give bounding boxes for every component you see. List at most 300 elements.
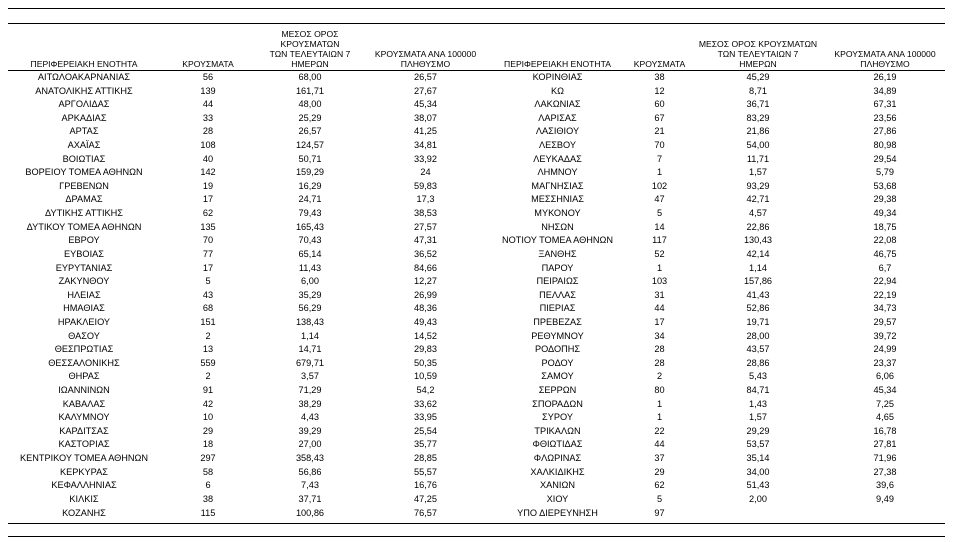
table-row	[487, 411, 945, 425]
header-avg-line1: ΜΕΣΟΣ ΟΡΟΣ ΚΡΟΥΣΜΑΤΩΝ	[280, 29, 340, 49]
cell-per-100000: 45,34	[414, 99, 437, 110]
cell-avg-7-days: 679,71	[295, 357, 325, 368]
cell-per-100000: 34,81	[414, 140, 437, 151]
table-row	[8, 112, 487, 126]
cell-region: ΕΥΡΥΤΑΝΙΑΣ	[55, 262, 113, 273]
cell-cases: 102	[651, 180, 668, 191]
cell-cases: 44	[202, 99, 214, 110]
cell-per-100000: 23,56	[873, 112, 897, 123]
table-row	[8, 357, 487, 371]
cell-region: ΔΥΤΙΚΟΥ ΤΟΜΕΑ ΑΘΗΝΩΝ	[26, 221, 142, 232]
cell-avg-7-days: 157,86	[743, 276, 773, 287]
cell-region: ΑΝΑΤΟΛΙΚΗΣ ΑΤΤΙΚΗΣ	[35, 85, 133, 96]
cell-avg-7-days: 26,57	[298, 126, 322, 137]
cell-per-100000: 39,72	[873, 330, 897, 341]
table-row	[487, 85, 945, 99]
table-row	[487, 479, 945, 493]
cell-avg-7-days: 1,14	[301, 330, 319, 341]
table-row	[487, 370, 945, 384]
table-row	[487, 262, 945, 276]
cell-avg-7-days: 25,29	[298, 112, 322, 123]
cell-avg-7-days: 1,43	[749, 398, 767, 409]
cell-region: ΕΒΡΟΥ	[68, 235, 100, 246]
cell-per-100000: 38,07	[414, 112, 437, 123]
cell-avg-7-days: 83,29	[746, 112, 770, 123]
table-row	[8, 316, 487, 330]
cell-per-100000: 22,08	[873, 235, 897, 246]
table-row	[487, 302, 945, 316]
cell-cases: 70	[202, 235, 214, 246]
cell-avg-7-days: 14,71	[298, 344, 322, 355]
cell-cases: 1	[656, 398, 663, 409]
cell-per-100000: 24,99	[873, 344, 897, 355]
cell-cases: 142	[200, 167, 216, 178]
cell-per-100000: 25,54	[414, 425, 437, 436]
cell-per-100000: 53,68	[873, 180, 897, 191]
cell-per-100000: 36,52	[414, 248, 437, 259]
cell-region: ΔΡΑΜΑΣ	[65, 194, 103, 205]
cell-region: ΘΑΣΟΥ	[68, 330, 100, 341]
cell-region: ΚΩ	[551, 85, 564, 96]
cell-region: ΕΥΒΟΙΑΣ	[64, 248, 104, 259]
cell-cases: 13	[202, 344, 214, 355]
cell-avg-7-days: 7,43	[301, 480, 319, 491]
cell-per-100000: 14,52	[414, 330, 437, 341]
cell-per-100000: 50,35	[414, 357, 437, 368]
table-row	[8, 71, 487, 85]
cell-cases: 67	[654, 112, 665, 123]
cell-cases: 115	[200, 507, 216, 518]
cell-region: ΗΜΑΘΙΑΣ	[63, 303, 105, 314]
cell-region: ΣΥΡΟΥ	[542, 412, 573, 423]
cell-cases: 151	[200, 316, 216, 327]
cell-avg-7-days: 34,00	[746, 466, 770, 477]
cell-cases: 52	[654, 248, 665, 259]
cell-avg-7-days: 358,43	[295, 453, 325, 464]
cell-region: ΚΙΛΚΙΣ	[69, 493, 99, 504]
cell-avg-7-days: 1,14	[749, 262, 767, 273]
cell-region: ΛΑΡΙΣΑΣ	[538, 112, 577, 123]
cell-per-100000: 18,75	[873, 221, 897, 232]
cell-per-100000: 38,53	[414, 208, 437, 219]
cell-region: ΚΟΡΙΝΘΙΑΣ	[532, 72, 583, 82]
table-row	[487, 507, 945, 521]
cell-region: ΑΡΚΑΔΙΑΣ	[61, 112, 107, 123]
cell-per-100000: 6,06	[876, 371, 894, 382]
cell-cases: 34	[654, 330, 665, 341]
cell-cases: 17	[202, 262, 214, 273]
cell-region: ΚΕΡΚΥΡΑΣ	[60, 466, 108, 477]
cell-avg-7-days: 5,43	[749, 371, 767, 382]
left-table-header	[8, 29, 487, 71]
cell-cases: 2	[656, 371, 663, 382]
header-region: ΠΕΡΙΦΕΡΕΙΑΚΗ ΕΝΟΤΗΤΑ	[30, 59, 138, 69]
cell-cases: 21	[654, 126, 665, 137]
table-row	[8, 85, 487, 99]
cell-region: ΧΑΛΚΙΔΙΚΗΣ	[530, 466, 585, 477]
table-row	[487, 438, 945, 452]
cell-per-100000: 41,25	[414, 126, 437, 137]
cell-avg-7-days: 159,29	[295, 167, 325, 178]
cell-per-100000: 6,7	[878, 262, 892, 273]
cell-cases: 2	[205, 371, 211, 382]
cell-cases: 297	[200, 453, 216, 464]
cell-per-100000: 55,57	[414, 466, 437, 477]
cell-region: ΤΡΙΚΑΛΩΝ	[534, 425, 581, 436]
table-row	[487, 493, 945, 507]
table-row	[487, 275, 945, 289]
table-row	[487, 289, 945, 303]
table-row	[487, 466, 945, 480]
header-avg-line1: ΜΕΣΟΣ ΟΡΟΣ ΚΡΟΥΣΜΑΤΩΝ	[698, 39, 818, 49]
table-row	[8, 466, 487, 480]
cell-region: ΒΟΙΩΤΙΑΣ	[62, 153, 106, 164]
header-per-line2: ΠΛΗΘΥΣΜΟ	[400, 59, 451, 69]
table-row	[8, 275, 487, 289]
cell-cases: 68	[202, 303, 214, 314]
cell-avg-7-days: 27,00	[298, 439, 322, 450]
cell-cases: 19	[202, 180, 214, 191]
bottom-rule-second	[8, 536, 945, 537]
cell-avg-7-days: 11,43	[298, 262, 322, 273]
cell-region: ΠΙΕΡΙΑΣ	[539, 303, 576, 314]
cell-per-100000: 26,99	[414, 289, 437, 300]
cell-cases: 14	[654, 221, 665, 232]
table-row	[8, 98, 487, 112]
cell-region: ΗΛΕΙΑΣ	[67, 289, 101, 300]
cell-per-100000: 27,57	[414, 221, 437, 232]
table-row	[8, 398, 487, 412]
cell-per-100000: 29,38	[873, 194, 897, 205]
cell-avg-7-days: 70,43	[298, 235, 322, 246]
cell-cases: 44	[654, 439, 665, 450]
cell-avg-7-days: 21,86	[746, 126, 770, 137]
cell-region: ΠΕΛΛΑΣ	[539, 289, 576, 300]
cell-region: ΥΠΟ ΔΙΕΡΕΥΝΗΣΗ	[517, 507, 598, 518]
table-row	[487, 139, 945, 153]
cell-avg-7-days: 42,14	[746, 248, 770, 259]
cell-region: ΓΡΕΒΕΝΩΝ	[59, 180, 109, 191]
cell-cases: 22	[654, 425, 665, 436]
cell-region: ΣΠΟΡΑΔΩΝ	[532, 398, 583, 409]
header-per-line1: ΚΡΟΥΣΜΑΤΑ ΑΝΑ 100000	[374, 49, 477, 59]
cell-region: ΚΑΛΥΜΝΟΥ	[58, 412, 110, 423]
table-row	[8, 289, 487, 303]
cell-cases: 28	[654, 357, 665, 368]
cell-region: ΡΕΘΥΜΝΟΥ	[531, 330, 584, 341]
cell-avg-7-days: 165,43	[295, 221, 325, 232]
header-per-100000	[825, 49, 945, 69]
cell-cases: 6	[205, 480, 211, 491]
table-row	[487, 248, 945, 262]
table-row	[8, 343, 487, 357]
cell-avg-7-days: 29,29	[746, 425, 770, 436]
cell-cases: 31	[654, 289, 665, 300]
cell-avg-7-days: 84,71	[746, 385, 770, 396]
cell-cases: 559	[200, 357, 216, 368]
right-table-header	[487, 37, 945, 71]
cell-per-100000: 29,54	[873, 153, 897, 164]
header-per-100000	[364, 49, 487, 69]
cell-avg-7-days: 8,71	[749, 85, 767, 96]
top-rule	[8, 8, 945, 9]
cell-avg-7-days: 6,00	[301, 276, 319, 287]
cell-region: ΣΑΜΟΥ	[541, 371, 574, 382]
cell-per-100000: 33,92	[414, 153, 437, 164]
cell-cases: 47	[654, 194, 665, 205]
cell-cases: 77	[202, 248, 214, 259]
cell-region: ΣΕΡΡΩΝ	[538, 385, 577, 396]
cell-per-100000: 39,6	[876, 480, 894, 491]
cell-cases: 60	[654, 99, 665, 110]
cell-region: ΖΑΚΥΝΘΟΥ	[58, 276, 110, 287]
table-row	[487, 71, 945, 85]
cell-cases: 44	[654, 303, 665, 314]
cell-cases: 38	[202, 493, 214, 504]
table-row	[487, 343, 945, 357]
header-avg-line3: ΗΜΕΡΩΝ	[739, 59, 777, 69]
cell-region: ΚΑΒΑΛΑΣ	[62, 398, 106, 409]
cell-per-100000: 22,94	[873, 276, 897, 287]
cell-avg-7-days: 100,86	[295, 507, 325, 518]
cell-per-100000: 16,78	[873, 425, 897, 436]
cell-cases: 62	[202, 208, 214, 219]
cell-cases: 97	[654, 507, 665, 518]
cell-region: ΦΘΙΩΤΙΔΑΣ	[532, 439, 583, 450]
cell-per-100000: 9,49	[876, 493, 894, 504]
left-table	[8, 29, 487, 520]
cell-region: ΛΑΚΩΝΙΑΣ	[534, 99, 581, 110]
cell-per-100000: 47,25	[414, 493, 437, 504]
cell-per-100000: 12,27	[414, 276, 437, 287]
cell-per-100000: 27,86	[873, 126, 897, 137]
cell-cases: 37	[654, 453, 665, 464]
cell-per-100000: 27,81	[873, 439, 897, 450]
cell-cases: 33	[202, 112, 214, 123]
table-row	[487, 193, 945, 207]
header-avg-line3: ΗΜΕΡΩΝ	[291, 59, 329, 69]
cell-avg-7-days: 38,29	[298, 398, 322, 409]
cell-cases: 1	[656, 412, 663, 423]
cell-cases: 135	[200, 221, 216, 232]
cell-per-100000: 5,79	[876, 167, 894, 178]
cell-region: ΜΑΓΝΗΣΙΑΣ	[531, 180, 584, 191]
cell-avg-7-days: 54,00	[746, 140, 770, 151]
cell-cases: 139	[200, 85, 216, 96]
cell-per-100000: 48,36	[414, 303, 437, 314]
cell-cases: 28	[654, 344, 665, 355]
cell-per-100000: 46,75	[873, 248, 897, 259]
cell-region: ΧΙΟΥ	[546, 493, 569, 504]
cell-cases: 103	[651, 276, 668, 287]
cell-per-100000: 26,19	[873, 72, 897, 82]
cell-region: ΜΕΣΣΗΝΙΑΣ	[531, 194, 584, 205]
left-table-body	[8, 71, 487, 520]
cell-region: ΠΕΙΡΑΙΩΣ	[536, 276, 579, 287]
cell-per-100000: 27,67	[414, 85, 437, 96]
header-cases: ΚΡΟΥΣΜΑΤΑ	[182, 59, 234, 69]
table-row	[8, 262, 487, 276]
cell-region: ΛΑΣΙΘΙΟΥ	[535, 126, 580, 137]
cell-cases: 40	[202, 153, 214, 164]
cell-avg-7-days: 1,57	[749, 412, 767, 423]
cell-avg-7-days: 41,43	[746, 289, 770, 300]
table-row	[487, 452, 945, 466]
cell-region: ΝΗΣΩΝ	[541, 221, 574, 232]
table-row	[487, 207, 945, 221]
cell-avg-7-days: 93,29	[746, 180, 770, 191]
table-row	[487, 112, 945, 126]
table-row	[8, 248, 487, 262]
cell-cases: 91	[202, 385, 214, 396]
table-row	[487, 357, 945, 371]
cell-avg-7-days: 22,86	[746, 221, 770, 232]
header-avg-line2: ΤΩΝ ΤΕΛΕΥΤΑΙΩΝ 7	[269, 49, 351, 59]
cell-cases: 29	[202, 425, 214, 436]
cell-per-100000: 76,57	[414, 507, 437, 518]
cell-per-100000: 28,85	[414, 453, 437, 464]
cell-avg-7-days: 68,00	[298, 72, 322, 82]
cell-region: ΛΗΜΝΟΥ	[537, 167, 578, 178]
cell-per-100000: 49,43	[414, 316, 437, 327]
cell-avg-7-days: 35,14	[746, 453, 770, 464]
cell-per-100000: 29,83	[414, 344, 437, 355]
cell-per-100000: 4,65	[876, 412, 894, 423]
table-row	[8, 425, 487, 439]
cell-region: ΡΟΔΟΥ	[541, 357, 574, 368]
cell-per-100000: 33,62	[414, 398, 437, 409]
cell-region: ΞΑΝΘΗΣ	[538, 248, 577, 259]
table-row	[8, 302, 487, 316]
table-row	[8, 479, 487, 493]
cell-avg-7-days: 65,14	[298, 248, 322, 259]
cell-region: ΚΟΖΑΝΗΣ	[62, 507, 106, 518]
cell-cases: 58	[202, 466, 214, 477]
cell-per-100000: 17,3	[416, 194, 435, 205]
cell-avg-7-days: 28,86	[746, 357, 770, 368]
cell-per-100000: 84,66	[414, 262, 437, 273]
cell-cases: 56	[202, 72, 214, 82]
cell-avg-7-days: 39,29	[298, 425, 322, 436]
cell-per-100000: 54,2	[416, 385, 435, 396]
cell-per-100000: 67,31	[873, 99, 897, 110]
cell-avg-7-days: 56,86	[298, 466, 322, 477]
cell-per-100000: 7,25	[876, 398, 894, 409]
cell-avg-7-days: 19,71	[746, 316, 770, 327]
cell-region: ΔΥΤΙΚΗΣ ΑΤΤΙΚΗΣ	[45, 208, 123, 219]
cell-region: ΚΕΝΤΡΙΚΟΥ ΤΟΜΕΑ ΑΘΗΝΩΝ	[19, 453, 149, 464]
header-per-line1: ΚΡΟΥΣΜΑΤΑ ΑΝΑ 100000	[834, 49, 936, 59]
table-row	[487, 234, 945, 248]
cell-per-100000: 45,34	[873, 385, 897, 396]
cell-per-100000: 33,95	[414, 412, 437, 423]
cell-avg-7-days: 124,57	[295, 140, 325, 151]
table-row	[8, 234, 487, 248]
table-row	[487, 316, 945, 330]
cell-avg-7-days: 42,71	[746, 194, 770, 205]
cell-avg-7-days: 24,71	[298, 194, 322, 205]
cell-cases: 1	[656, 167, 663, 178]
cell-per-100000: 47,31	[414, 235, 437, 246]
table-row	[487, 180, 945, 194]
cell-region: ΧΑΝΙΩΝ	[540, 480, 575, 491]
table-row	[8, 330, 487, 344]
cell-cases: 17	[202, 194, 214, 205]
cell-per-100000: 80,98	[873, 140, 897, 151]
table-row	[8, 139, 487, 153]
cell-region: ΚΕΦΑΛΛΗΝΙΑΣ	[51, 480, 117, 491]
bottom-rule	[8, 523, 945, 524]
cell-avg-7-days: 161,71	[295, 85, 325, 96]
cell-per-100000: 71,96	[873, 453, 897, 464]
cell-cases: 70	[654, 140, 665, 151]
cell-cases: 42	[202, 398, 214, 409]
cell-avg-7-days: 138,43	[295, 316, 325, 327]
cell-per-100000: 23,37	[873, 357, 897, 368]
cell-region: ΒΟΡΕΙΟΥ ΤΟΜΕΑ ΑΘΗΝΩΝ	[25, 167, 143, 178]
cell-cases: 10	[202, 412, 214, 423]
cell-avg-7-days: 48,00	[298, 99, 322, 110]
cell-cases: 2	[205, 330, 211, 341]
table-row	[8, 193, 487, 207]
header-avg	[256, 29, 364, 69]
cell-region: ΑΙΤΩΛΟΑΚΑΡΝΑΝΙΑΣ	[37, 72, 131, 82]
top-rule-second	[8, 23, 945, 24]
cell-region: ΠΡΕΒΕΖΑΣ	[533, 316, 582, 327]
cell-avg-7-days: 130,43	[743, 235, 773, 246]
cell-region: ΜΥΚΟΝΟΥ	[534, 208, 581, 219]
header-avg-line2: ΤΩΝ ΤΕΛΕΥΤΑΙΩΝ 7	[717, 49, 799, 59]
table-row	[487, 98, 945, 112]
table-row	[8, 166, 487, 180]
table-row	[8, 125, 487, 139]
table-row	[8, 507, 487, 521]
cell-region: ΗΡΑΚΛΕΙΟΥ	[57, 316, 111, 327]
cell-region: ΑΧΑΪΑΣ	[67, 140, 101, 151]
cell-region: ΙΩΑΝΝΙΝΩΝ	[58, 385, 110, 396]
table-row	[8, 153, 487, 167]
cell-per-100000: 10,59	[414, 371, 437, 382]
cell-avg-7-days: 36,71	[746, 99, 770, 110]
cell-per-100000: 27,38	[873, 466, 897, 477]
cell-cases: 62	[654, 480, 665, 491]
cell-cases: 117	[652, 235, 667, 246]
cell-cases: 29	[654, 466, 665, 477]
cell-avg-7-days: 1,57	[749, 167, 767, 178]
cell-region: ΘΕΣΠΡΩΤΙΑΣ	[54, 344, 114, 355]
table-row	[8, 207, 487, 221]
cell-cases: 7	[656, 153, 663, 164]
cell-cases: 108	[200, 140, 216, 151]
cell-per-100000: 59,83	[414, 180, 437, 191]
header-avg	[691, 39, 825, 69]
table-row	[487, 384, 945, 398]
cell-cases: 5	[656, 493, 663, 504]
cell-cases: 28	[202, 126, 214, 137]
right-table	[487, 37, 945, 520]
cell-avg-7-days: 50,71	[298, 153, 322, 164]
cell-per-100000: 34,89	[873, 85, 897, 96]
cell-avg-7-days: 35,29	[298, 289, 322, 300]
table-row	[487, 398, 945, 412]
cell-region: ΛΕΣΒΟΥ	[538, 140, 577, 151]
cell-avg-7-days: 43,57	[746, 344, 770, 355]
table-row	[8, 221, 487, 235]
cell-region: ΑΡΓΟΛΙΔΑΣ	[58, 99, 110, 110]
cell-cases: 5	[205, 276, 211, 287]
cell-cases: 5	[656, 208, 663, 219]
cell-avg-7-days: 16,29	[298, 180, 322, 191]
